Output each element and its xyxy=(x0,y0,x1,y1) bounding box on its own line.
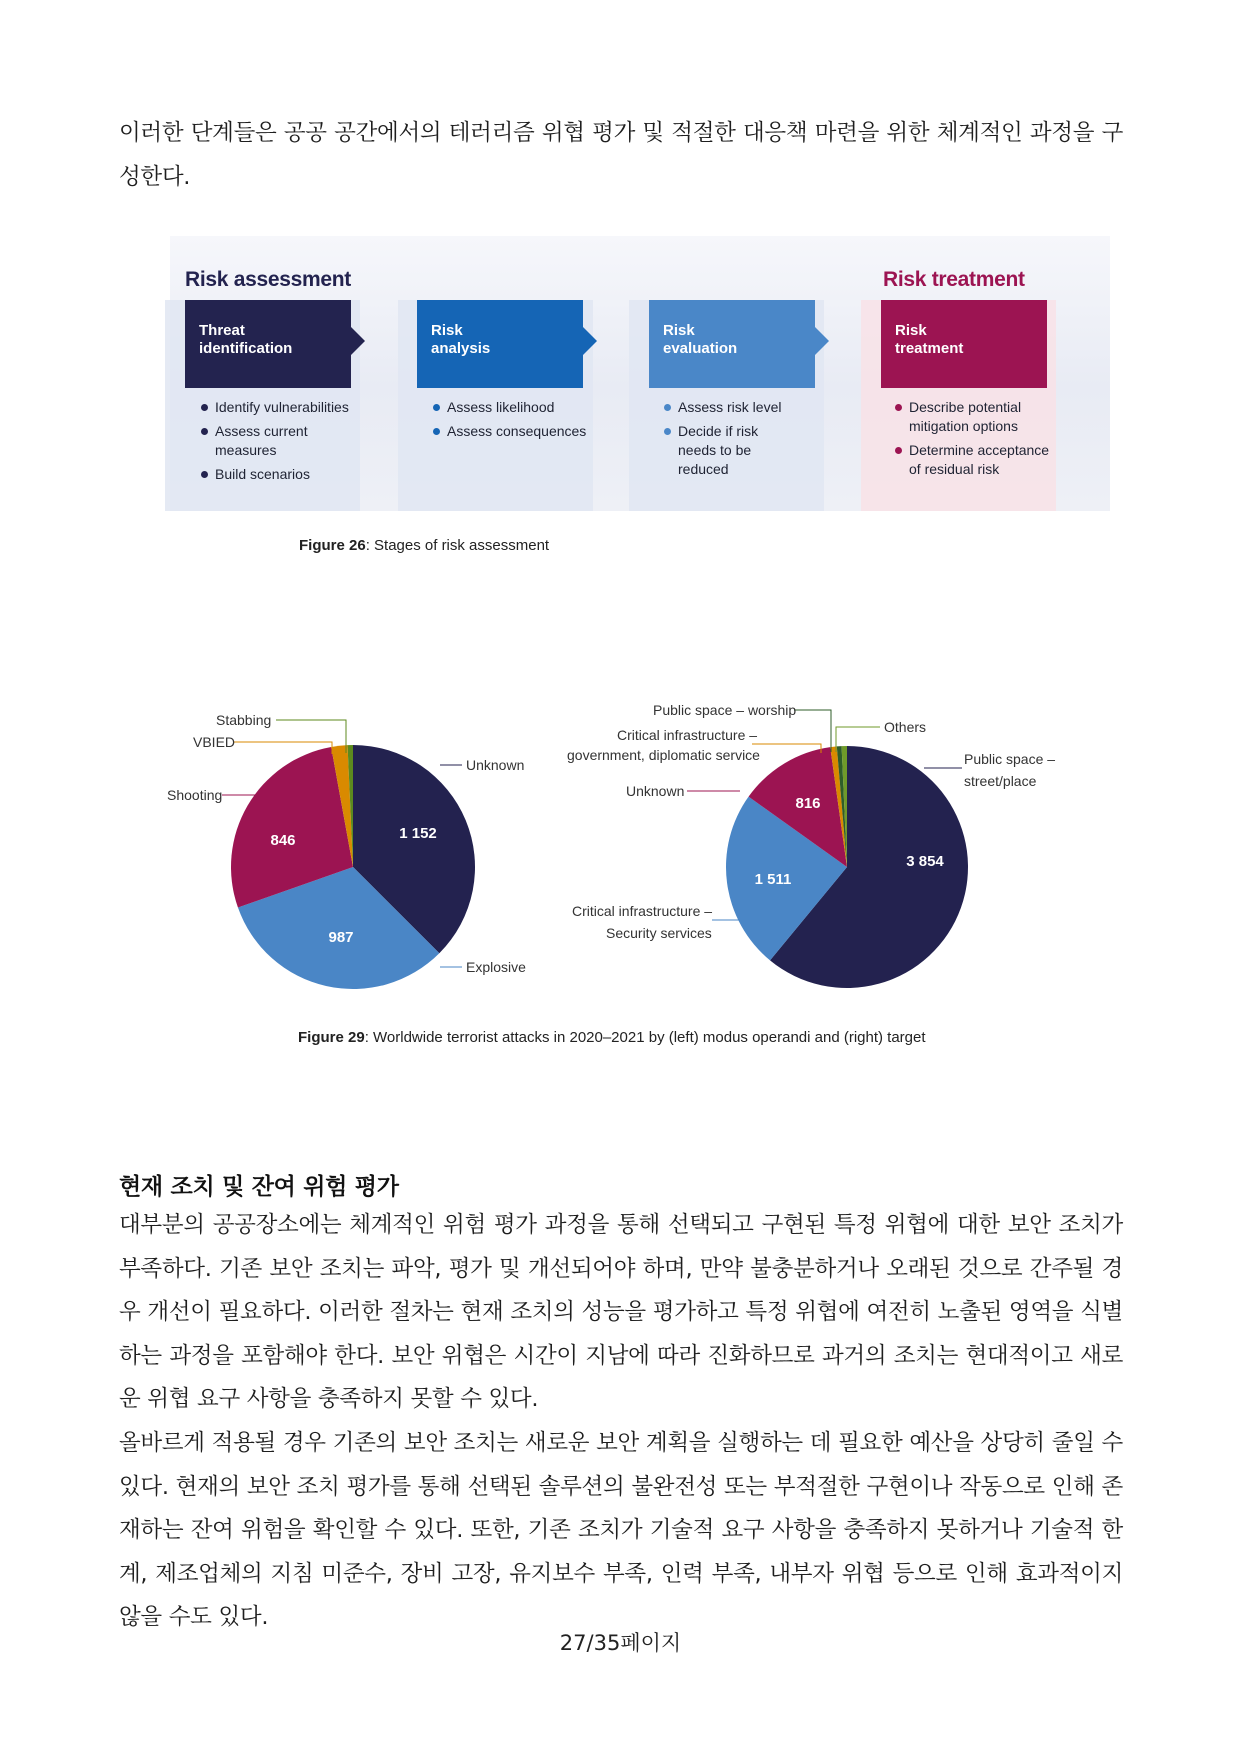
stage-4-bullets xyxy=(893,398,1063,484)
risk-assessment-figure xyxy=(165,236,1115,516)
label-shooting: Shooting xyxy=(167,787,223,803)
terrorist-attacks-figure xyxy=(0,690,1241,1010)
label-others: Others xyxy=(884,719,927,735)
body-paragraph-1: 대부분의 공공장소에는 체계적인 위험 평가 과정을 통해 선택되고 구현된 특정 위협에 대한 보안 조치가 부족하다. 기존 보안 조치는 파악, 평가 및 개선되어야 하며, 만약 불충분하거나 오래된 것으로 간주될 경우 개선이 필요하다. 이러한 절차는 현재 조치의 성능을 평가하고 특정 위협에 여전히 노출된 영역을 식별하는 과정을 포함해야 한다. 보안 위협은 시간이 지남에 따라 진화하므로 과거의 조치는 현대적이고 새로운 위협 요구 사항을 충족하지 못할 수 있다. xyxy=(119,1212,1123,1412)
label-street-1: Public space – xyxy=(964,751,1056,767)
leader-line-worship xyxy=(794,710,831,752)
pie-chart-modus-operandi xyxy=(231,745,475,989)
pie-value-label: 1 511 xyxy=(754,871,792,888)
stage-title-line2: treatment xyxy=(895,340,964,357)
label-street-2: street/place xyxy=(964,773,1037,789)
bullet-item: Assess current measures xyxy=(199,422,309,460)
stage-title-line2: evaluation xyxy=(663,340,738,357)
bullet-item: Identify vulnerabilities xyxy=(199,398,359,417)
bullet-item: Assess likelihood xyxy=(431,398,601,417)
bullet-item: Decide if risk needs to be reduced xyxy=(662,422,797,479)
label-crit-gov-1: Critical infrastructure – xyxy=(617,727,758,743)
stage-2-bullets xyxy=(431,398,601,446)
stage-title-line1: Risk xyxy=(895,322,927,339)
label-worship: Public space – worship xyxy=(653,702,797,718)
page-number: 27/35페이지 xyxy=(559,1631,682,1655)
label-crit-sec-2: Security services xyxy=(606,925,712,941)
label-unknown: Unknown xyxy=(466,757,525,773)
pie-value-label: 987 xyxy=(328,929,354,946)
intro-paragraph: 이러한 단계들은 공공 공간에서의 테러리즘 위협 평가 및 적절한 대응책 마련을 위한 체계적인 과정을 구성한다. xyxy=(119,120,1123,190)
bullet-item: Assess consequences xyxy=(431,422,601,441)
stage-title-line1: Threat xyxy=(199,322,245,339)
pie-chart-target xyxy=(726,746,968,988)
arrow-right-icon xyxy=(815,327,829,355)
stage-1-bullets xyxy=(199,398,359,489)
bullet-item: Determine acceptance of residual risk xyxy=(893,441,1053,479)
caption-text: : Stages of risk assessment xyxy=(365,537,550,554)
arrow-right-icon xyxy=(351,327,365,355)
stage-title-line2: identification xyxy=(199,340,293,357)
stage-risk-analysis xyxy=(417,300,583,388)
label-vbied: VBIED xyxy=(193,734,236,750)
pie-value-label: 846 xyxy=(270,832,296,849)
pie-value-label: 816 xyxy=(795,795,821,812)
arrow-right-icon xyxy=(583,327,597,355)
caption-label: Figure 26 xyxy=(299,537,366,554)
label-crit-gov-2: government, diplomatic service xyxy=(567,747,760,763)
pie-value-label: 3 854 xyxy=(906,853,944,870)
label-unknown-target: Unknown xyxy=(626,783,685,799)
bullet-item: Build scenarios xyxy=(199,465,359,484)
caption-text: : Worldwide terrorist attacks in 2020–2021 by (left) modus operandi and (right) target xyxy=(364,1029,926,1046)
bullet-item: Assess risk level xyxy=(662,398,812,417)
stage-risk-treatment xyxy=(881,300,1047,388)
label-explosive: Explosive xyxy=(466,959,526,975)
risk-assessment-title: Risk assessment xyxy=(185,268,351,291)
stage-title-line2: analysis xyxy=(431,340,491,357)
body-paragraph-2: 올바르게 적용될 경우 기존의 보안 조치는 새로운 보안 계획을 실행하는 데 필요한 예산을 상당히 줄일 수 있다. 현재의 보안 조치 평가를 통해 선택된 솔루션의 불완전성 또는 부적절한 구현이나 작동으로 인해 존재하는 잔여 위험을 확인할 수 있다. 또한, 기존 조치가 기술적 요구 사항을 충족하지 못하거나 기술적 한계, 제조업체의 지침 미준수, 장비 고장, 유지보수 부족, 인력 부족, 내부자 위협 등으로 인해 효과적이지 않을 수도 있다. xyxy=(119,1430,1123,1630)
figure-29-caption xyxy=(298,1029,926,1046)
caption-label: Figure 29 xyxy=(298,1029,365,1046)
stage-title-line1: Risk xyxy=(431,322,463,339)
pie-value-label: 1 152 xyxy=(399,825,437,842)
stage-risk-evaluation xyxy=(649,300,815,388)
pie-charts xyxy=(0,690,1241,1010)
stage-title-line1: Risk xyxy=(663,322,695,339)
stage-threat-identification xyxy=(185,300,351,388)
risk-treatment-title: Risk treatment xyxy=(883,268,1025,291)
figure-26-caption xyxy=(299,537,549,554)
stage-3-bullets xyxy=(662,398,812,484)
bullet-item: Describe potential mitigation options xyxy=(893,398,1043,436)
section-heading: 현재 조치 및 잔여 위험 평가 xyxy=(119,1174,399,1200)
label-stabbing: Stabbing xyxy=(216,712,272,728)
label-crit-sec-1: Critical infrastructure – xyxy=(572,903,713,919)
